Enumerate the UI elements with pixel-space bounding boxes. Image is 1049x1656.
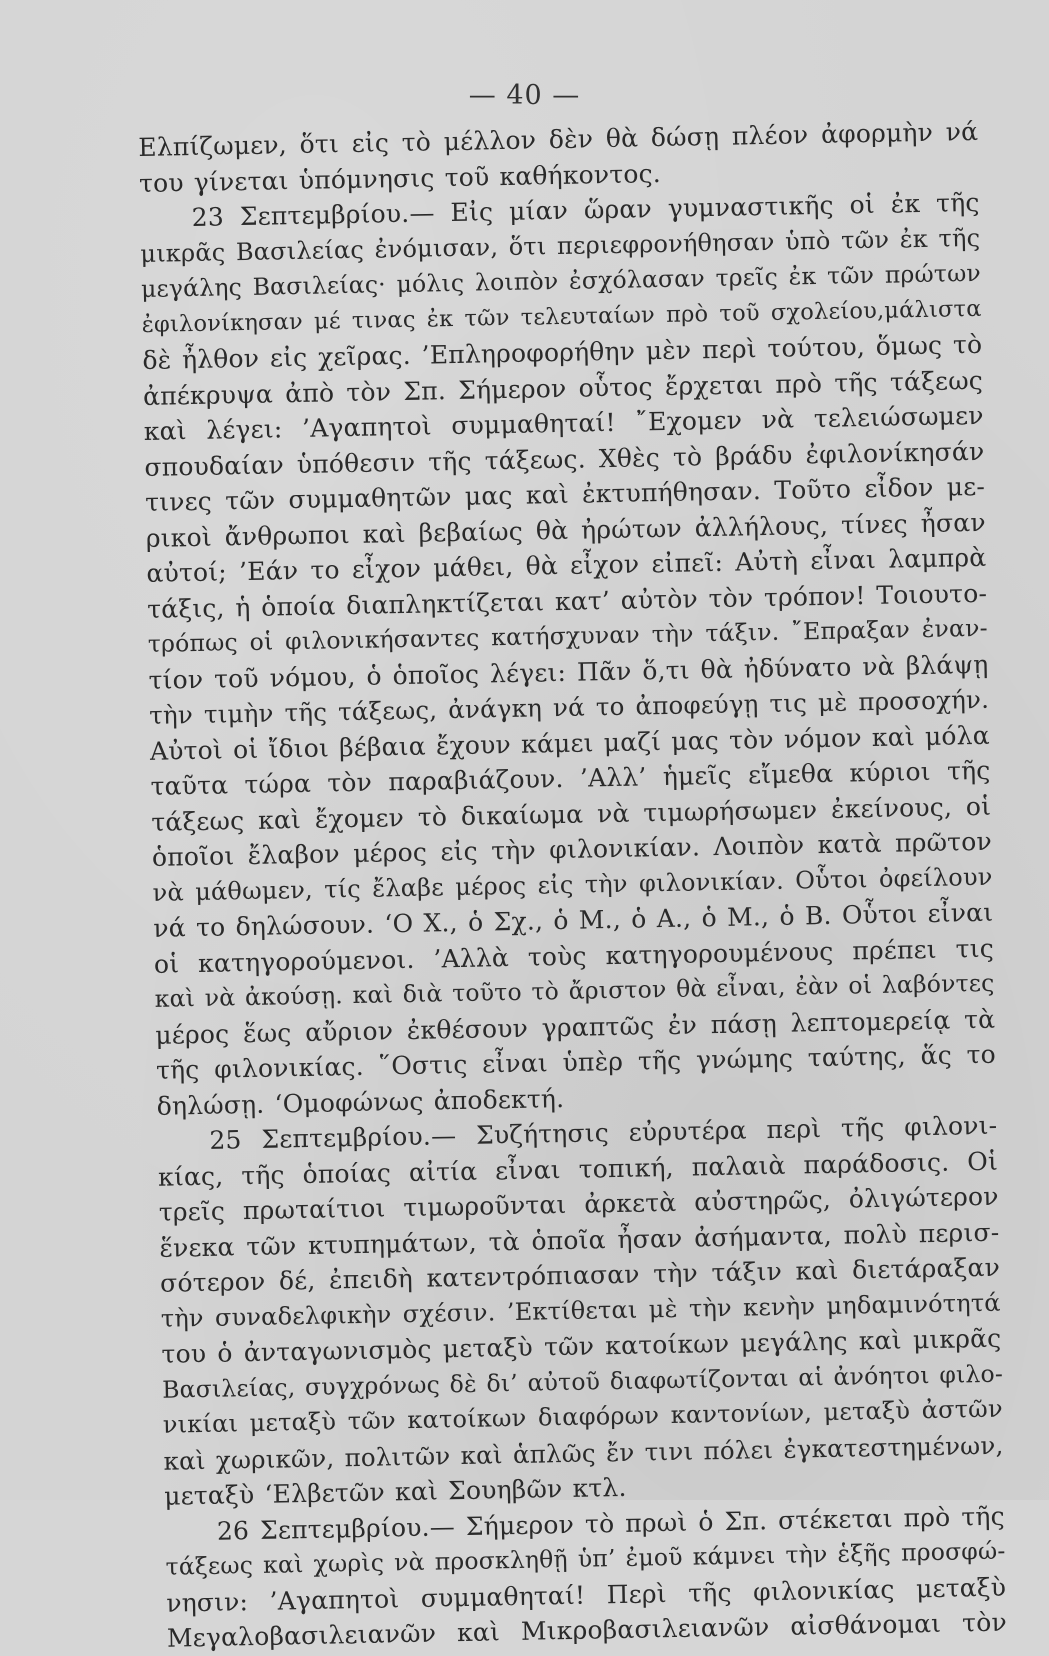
text-line: 23 Σεπτεμβρίου.— Εἰς μίαν ὥραν γυμναστικῆς οἱ ἐκ τῆς: [191, 187, 980, 232]
text-line: 26 Σεπτεμβρίου.— Σήμερον τὸ πρωὶ ὁ Σπ. στέκεται πρὸ τῆς: [216, 1501, 1006, 1546]
text-line: ἐφιλονίκησαν μέ τινας ἐκ τῶν τελευταίων πρὸ τοῦ σχολείου,μάλιστα: [141, 295, 982, 338]
text-line: μεγάλης Βασιλείας· μόλις λοιπὸν ἐσχόλασαν τρεῖς ἐκ τῶν πρώτων: [140, 258, 982, 303]
text-line: ρικοὶ ἄνθρωποι καὶ βεβαίως θὰ ἠρώτων ἀλλήλους, τίνες ἦσαν: [145, 507, 986, 553]
text-line: δηλώσῃ. ‘Ομοφώνως ἀποδεκτή.: [156, 1083, 565, 1121]
text-line: νησιν: ’Αγαπητοὶ συμμαθηταί! Περὶ τῆς φιλονικίας μεταξὺ: [165, 1572, 1007, 1618]
text-line: καὶ χωρικῶν, πολιτῶν καὶ ἁπλῶς ἔν τινι πόλει ἐγκατεστημένων,: [163, 1430, 1004, 1476]
text-line: τρόπως οἱ φιλονικήσαντες κατήσχυναν τὴν τάξιν. ῎Επραξαν ἐναν-: [147, 613, 988, 658]
text-line: ἕνεκα τῶν κτυπημάτων, τὰ ὁποῖα ἦσαν ἀσήμαντα, πολὺ περισ-: [159, 1217, 1000, 1263]
text-line: τάξεως καὶ χωρὶς νὰ προσκληθῇ ὑπ’ ἐμοῦ κάμνει τὴν ἑξῆς προσφώ-: [165, 1536, 1006, 1581]
text-line: του γίνεται ὑπόμνησις τοῦ καθήκοντος.: [138, 158, 662, 198]
text-line: κίας, τῆς ὁποίας αἰτία εἶναι τοπική, παλαιὰ παράδοσις. Οἱ: [157, 1146, 999, 1192]
text-line: τὴν συναδελφικὴν σχέσιν. ’Εκτίθεται μὲ τὴν κενὴν μηδαμινότητά: [160, 1288, 1001, 1333]
text-line: του ὁ ἀνταγωνισμὸς μεταξὺ τῶν κατοίκων μεγάλης καὶ μικρᾶς: [161, 1323, 1002, 1369]
text-line: τινες τῶν συμμαθητῶν μας καὶ ἐκτυπήθησαν. Τοῦτο εἶδον με-: [144, 471, 986, 517]
text-line: Μεγαλοβασιλειανῶν καὶ Μικροβασιλειανῶν αἰσθάνομαι τὸν: [166, 1607, 1008, 1653]
text-line: σότερον δέ, ἐπειδὴ κατεντρόπιασαν τὴν τάξιν καὶ διετάραξαν: [159, 1252, 1001, 1298]
text-line: σπουδαίαν ὑπόθεσιν τῆς τάξεως. Χθὲς τὸ βράδυ ἐφιλονίκησάν: [144, 436, 985, 482]
text-line: ὁποῖοι ἔλαβον μέρος εἰς τὴν φιλονικίαν. Λοιπὸν κατὰ πρῶτον: [151, 826, 993, 872]
text-line: νικίαι μεταξὺ τῶν κατοίκων διαφόρων καντονίων, μεταξὺ ἀστῶν: [162, 1394, 1003, 1439]
text-line: μεταξὺ ‘Ελβετῶν καὶ Σουηβῶν κτλ.: [163, 1472, 627, 1511]
text-line: ταῦτα τώρα τὸν παραβιάζουν. ’Αλλ’ ἡμεῖς εἴμεθα κύριοι τῆς: [150, 755, 991, 801]
text-line: τάξεως καὶ ἔχομεν τὸ δικαίωμα νὰ τιμωρήσωμεν ἐκείνους, οἱ: [151, 791, 992, 837]
text-line: καὶ λέγει: ’Αγαπητοὶ συμμαθηταί! ῎Εχομεν νὰ τελειώσωμεν: [143, 400, 984, 446]
text-line: αὐτοί; ’Εάν το εἶχον μάθει, θὰ εἶχον εἰπεῖ: Αὐτὴ εἶναι λαμπρὰ: [146, 542, 987, 588]
text-line: μέρος ἕως αὔριον ἐκθέσουν γραπτῶς ἐν πάσῃ λεπτομερείᾳ τὰ: [155, 1004, 996, 1050]
text-line: μικρᾶς Βασιλείας ἐνόμισαν, ὅτι περιεφρονήθησαν ὑπὸ τῶν ἐκ τῆς: [140, 223, 981, 268]
text-line: καὶ νὰ ἀκούσῃ. καὶ διὰ τοῦτο τὸ ἄριστον θὰ εἶναι, ἐὰν οἱ λαβόντες: [154, 968, 995, 1013]
text-line: τῆς φιλονικίας. ῞Οστις εἶναι ὑπὲρ τῆς γνώμης ταύτης, ἅς το: [155, 1039, 997, 1085]
text-line: οἱ κατηγορούμενοι. ’Αλλὰ τοὺς κατηγορουμένους πρέπει τις: [153, 933, 995, 979]
text-line: 25 Σεπτεμβρίου.— Συζήτησις εὐρυτέρα περὶ τῆς φιλονι-: [209, 1110, 998, 1155]
text-line: Αὐτοὶ οἱ ἴδιοι βέβαια ἔχουν κάμει μαζί μας τὸν νόμον καὶ μόλα: [149, 720, 991, 766]
body-text: [138, 114, 1007, 1656]
text-line: τὴν τιμὴν τῆς τάξεως, ἀνάγκη νά το ἀποφεύγῃ τις μὲ προσοχήν.: [148, 684, 990, 730]
page-number: — 40 —: [468, 80, 581, 111]
text-line: τάξις, ἡ ὁποία διαπληκτίζεται κατ’ αὐτὸν τὸν τρόπον! Τοιουτο-: [146, 578, 988, 624]
text-line: Ελπίζωμεν, ὅτι εἰς τὸ μέλλον δὲν θὰ δώσῃ πλέον ἀφορμὴν νά: [138, 116, 979, 162]
text-line: Βασιλείας, συγχρόνως δὲ δι’ αὐτοῦ διαφωτίζονται αἱ ἀνόητοι φιλο-: [161, 1359, 1004, 1404]
text-line: νὰ μάθωμεν, τίς ἔλαβε μέρος εἰς τὴν φιλονικίαν. Οὗτοι ὀφείλουν: [152, 862, 993, 907]
text-line: δὲ ἦλθον εἰς χεῖρας. ’Επληροφορήθην μὲν περὶ τούτου, ὅμως τὸ: [142, 329, 983, 375]
text-line: τρεῖς πρωταίτιοι τιμωροῦνται ἀρκετὰ αὐστηρῶς, ὀλιγώτερον: [158, 1181, 999, 1227]
text-line: νά το δηλώσουν. ‘Ο Χ., ὁ Σχ., ὁ Μ., ὁ Α., ὁ Μ., ὁ Β. Οὗτοι εἶναι: [153, 897, 994, 943]
text-line: ἀπέκρυψα ἀπὸ τὸν Σπ. Σήμερον οὗτος ἔρχεται πρὸ τῆς τάξεως: [142, 365, 984, 411]
text-line: τίον τοῦ νόμου, ὁ ὁποῖος λέγει: Πᾶν ὅ,τι θὰ ἠδύνατο νὰ βλάψῃ: [148, 649, 989, 695]
